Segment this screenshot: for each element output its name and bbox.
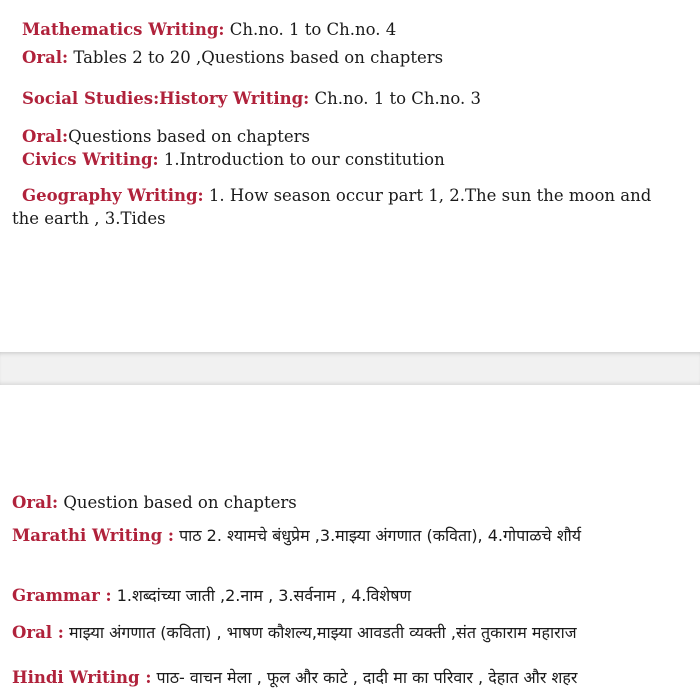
grammar-text: 1.शब्दांच्या जाती ,2.नाम , 3.सर्वनाम , 4.विशेषण bbox=[111, 586, 412, 605]
maths-writing-text: Ch.no. 1 to Ch.no. 4 bbox=[224, 20, 397, 39]
oral-questions-text: Question based on chapters bbox=[58, 493, 297, 512]
maths-writing-line bbox=[22, 18, 396, 41]
history-oral-text: Questions based on chapters bbox=[68, 127, 310, 146]
geography-writing-text: 1. How season occur part 1, 2.The sun the moon and the earth , 3.Tides bbox=[12, 186, 652, 228]
marathi-oral-line bbox=[12, 621, 688, 644]
marathi-oral-label: Oral : bbox=[12, 623, 64, 642]
history-writing-text: Ch.no. 1 to Ch.no. 3 bbox=[309, 89, 482, 108]
hindi-writing-label: Hindi Writing : bbox=[12, 668, 152, 687]
marathi-writing-label: Marathi Writing : bbox=[12, 526, 174, 545]
maths-oral-label: Oral: bbox=[22, 48, 69, 67]
history-writing-label: Social Studies:History Writing: bbox=[22, 89, 310, 108]
geography-writing-line bbox=[12, 184, 682, 230]
maths-oral-line bbox=[22, 46, 443, 69]
grammar-line bbox=[12, 584, 411, 607]
hindi-writing-text: पाठ- वाचन मेला , फूल और काटे , दादी मा का परिवार , देहात और शहर bbox=[151, 668, 578, 687]
history-oral-line bbox=[22, 125, 310, 148]
oral-questions-label: Oral: bbox=[12, 493, 59, 512]
syllabus-page-bottom bbox=[0, 385, 700, 700]
marathi-writing-line bbox=[12, 524, 672, 547]
marathi-oral-text: माझ्या अंगणात (कविता) , भाषण कौशल्य,माझ्या आवडती व्यक्ती ,संत तुकाराम महाराज bbox=[63, 623, 577, 642]
history-writing-line bbox=[22, 87, 481, 110]
marathi-writing-text: पाठ 2. श्यामचे बंधुप्रेम ,3.माझ्या अंगणात (कविता), 4.गोपाळचे शौर्य bbox=[173, 526, 582, 545]
maths-oral-text: Tables 2 to 20 ,Questions based on chapters bbox=[68, 48, 444, 67]
page-break-divider bbox=[0, 352, 700, 385]
oral-questions-line bbox=[12, 491, 297, 514]
hindi-writing-line bbox=[12, 666, 577, 689]
civics-writing-text: 1.Introduction to our constitution bbox=[158, 150, 445, 169]
civics-writing-label: Civics Writing: bbox=[22, 150, 159, 169]
history-oral-label: Oral: bbox=[22, 127, 69, 146]
geography-writing-label: Geography Writing: bbox=[22, 186, 204, 205]
maths-writing-label: Mathematics Writing: bbox=[22, 20, 225, 39]
civics-writing-line bbox=[22, 148, 445, 171]
grammar-label: Grammar : bbox=[12, 586, 112, 605]
